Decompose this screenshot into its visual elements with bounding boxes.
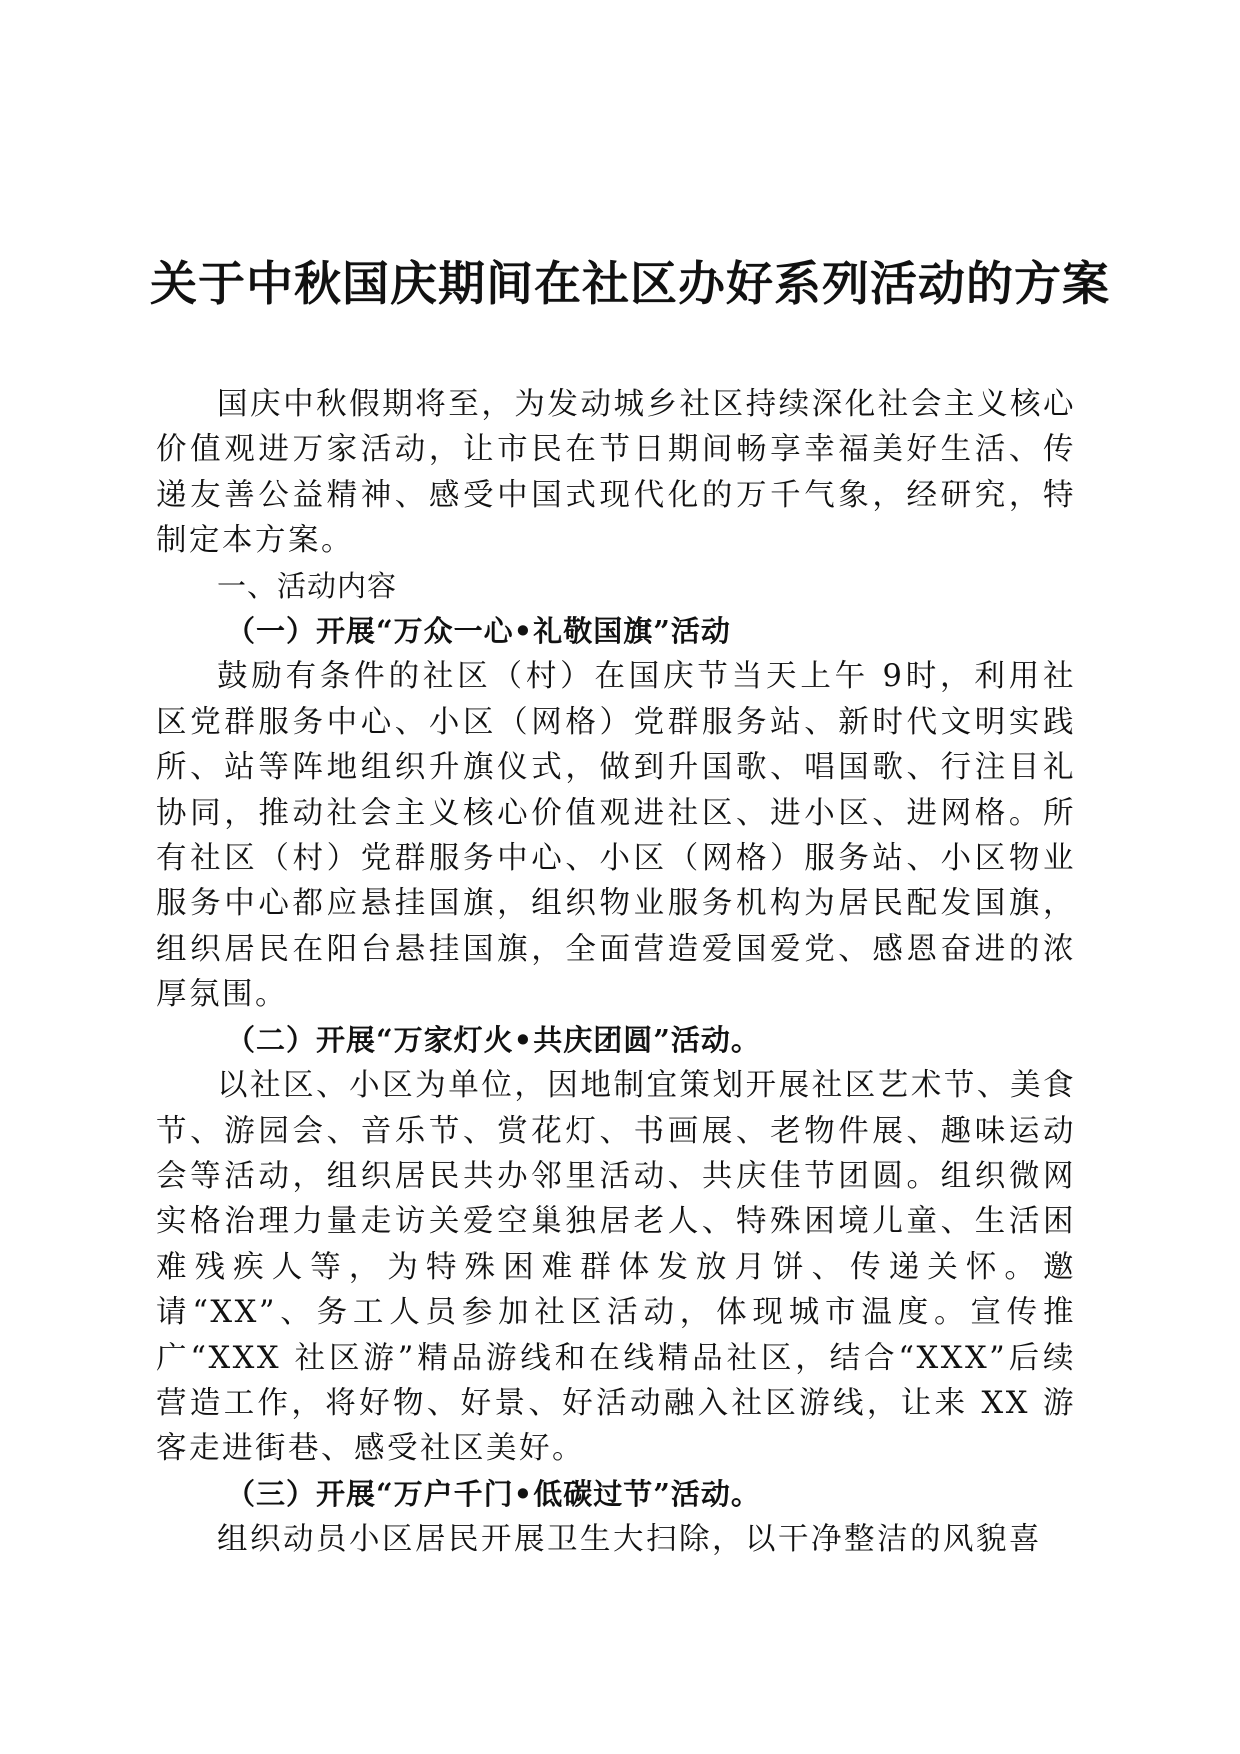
intro-paragraph: 国庆中秋假期将至，为发动城乡社区持续深化社会主义核心价值观进万家活动，让市民在节日期间畅享幸福美好生活、传递友善公益精神、感受中国式现代化的万千气象，经研究，特制定本方案。 (156, 387, 1076, 559)
subsection-heading-reunion: （二）开展“万家灯火•共庆团圆”活动。 (226, 1022, 761, 1057)
section-heading-activity-content: 一、活动内容 (217, 568, 398, 603)
paragraph-low-carbon-activity: 组织动员小区居民开展卫生大扫除，以干净整洁的风貌喜 (217, 1522, 1042, 1558)
document-title: 关于中秋国庆期间在社区办好系列活动的方案 (150, 257, 1110, 312)
paragraph-flag-activity: 鼓励有条件的社区（村）在国庆节当天上午 9时，利用社区党群服务中心、小区（网格）党群服务站、新时代文明实践所、站等阵地组织升旗仪式，做到升国歌、唱国歌、行注目礼协同，推动社会主义核心价值观进社区、进小区、进网格。所有社区（村）党群服务中心、小区（网格）服务站、小区物业服务中心都应悬挂国旗，组织物业服务机构为居民配发国旗，组织居民在阳台悬挂国旗，全面营造爱国爱党、感恩奋进的浓厚氛围。 (156, 659, 1076, 1013)
subsection-heading-low-carbon: （三）开展“万户千门•低碳过节”活动。 (226, 1476, 761, 1511)
document-body (156, 382, 1076, 1563)
paragraph-reunion-activity: 以社区、小区为单位，因地制宜策划开展社区艺术节、美食节、游园会、音乐节、赏花灯、书画展、老物件展、趣味运动会等活动，组织居民共办邻里活动、共庆佳节团圆。组织微网实格治理力量走访关爱空巢独居老人、特殊困境儿童、生活困难残疾人等，为特殊困难群体发放月饼、传递关怀。邀请“XX”、务工人员参加社区活动，体现城市温度。宣传推广“XXX 社区游”精品游线和在线精品社区，结合“XXX”后续营造工作，将好物、好景、好活动融入社区游线，让来 XX 游客走进街巷、感受社区美好。 (156, 1068, 1076, 1467)
subsection-heading-flag: （一）开展“万众一心•礼敬国旗”活动 (226, 614, 731, 649)
